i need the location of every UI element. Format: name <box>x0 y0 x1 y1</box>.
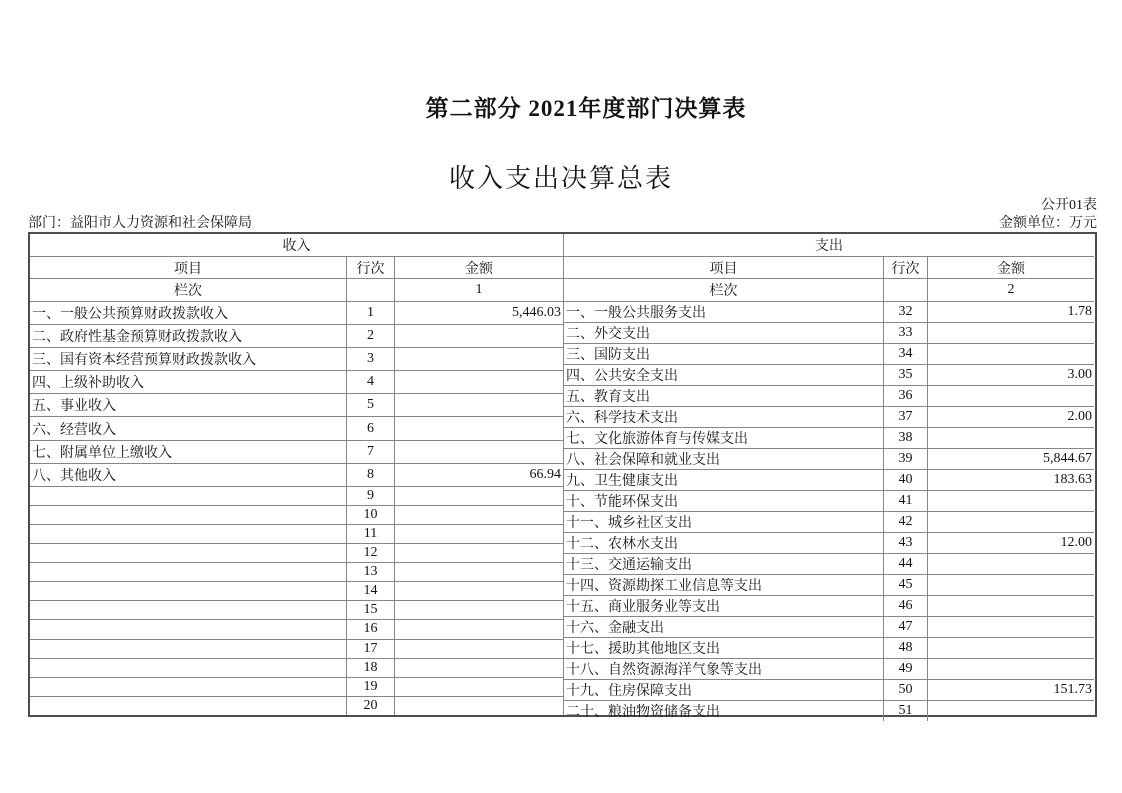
income-section <box>30 234 563 715</box>
amount-cell <box>395 325 563 347</box>
row-number-cell: 41 <box>884 491 928 511</box>
expense-index-blank <box>884 279 928 301</box>
item-cell: 十三、交通运输支出 <box>564 554 884 574</box>
row-number-cell: 15 <box>347 601 395 619</box>
row-number-cell: 17 <box>347 640 395 658</box>
item-cell <box>30 487 347 505</box>
amount-cell <box>395 544 563 562</box>
row-number-cell: 10 <box>347 506 395 524</box>
amount-cell: 2.00 <box>1067 409 1092 424</box>
amount-cell <box>928 386 1094 406</box>
item-cell: 十七、援助其他地区支出 <box>564 638 884 658</box>
amount-cell <box>928 596 1094 616</box>
table-row <box>564 659 1094 680</box>
table-row <box>30 348 563 371</box>
table-row <box>30 441 563 464</box>
amount-cell: 1.78 <box>1067 304 1092 319</box>
row-number-cell: 32 <box>884 302 928 322</box>
row-number-cell: 3 <box>347 348 395 370</box>
amount-cell <box>928 428 1094 448</box>
item-cell: 四、公共安全支出 <box>564 365 884 385</box>
amount-cell <box>395 620 563 638</box>
table-row <box>30 640 563 659</box>
table-row <box>30 464 563 487</box>
table-row <box>564 533 1094 554</box>
expense-column-header-row <box>564 257 1094 279</box>
row-number-cell: 40 <box>884 470 928 490</box>
amount-cell <box>928 554 1094 574</box>
expense-column-index-row <box>564 279 1094 302</box>
amount-cell <box>395 487 563 505</box>
item-cell: 十八、自然资源海洋气象等支出 <box>564 659 884 679</box>
table-row <box>30 697 563 715</box>
table-row <box>30 487 563 506</box>
table-row <box>564 386 1094 407</box>
row-number-cell: 1 <box>347 302 395 324</box>
row-number-cell: 4 <box>347 371 395 393</box>
row-number-cell: 38 <box>884 428 928 448</box>
item-cell: 二、外交支出 <box>564 323 884 343</box>
table-row <box>564 365 1094 386</box>
item-cell: 十一、城乡社区支出 <box>564 512 884 532</box>
table-row <box>30 563 563 582</box>
expense-item-column-header: 项目 <box>564 257 884 278</box>
table-row <box>30 394 563 417</box>
item-cell <box>30 544 347 562</box>
income-index-label: 栏次 <box>30 279 347 301</box>
amount-cell <box>395 659 563 677</box>
item-cell: 六、科学技术支出 <box>564 407 884 427</box>
row-number-cell: 42 <box>884 512 928 532</box>
item-cell: 一、一般公共服务支出 <box>564 302 884 322</box>
table-row <box>564 407 1094 428</box>
row-number-cell: 43 <box>884 533 928 553</box>
item-cell: 五、事业收入 <box>30 394 347 416</box>
row-number-cell: 12 <box>347 544 395 562</box>
row-number-cell: 47 <box>884 617 928 637</box>
row-number-cell: 36 <box>884 386 928 406</box>
income-index-value: 1 <box>475 282 483 297</box>
row-number-cell: 5 <box>347 394 395 416</box>
amount-cell <box>395 563 563 581</box>
row-number-cell: 18 <box>347 659 395 677</box>
table-row <box>30 525 563 544</box>
row-number-cell: 44 <box>884 554 928 574</box>
row-number-cell: 16 <box>347 620 395 638</box>
amount-cell <box>928 575 1094 595</box>
item-cell <box>30 620 347 638</box>
item-cell: 九、卫生健康支出 <box>564 470 884 490</box>
row-number-cell: 14 <box>347 582 395 600</box>
amount-cell <box>395 506 563 524</box>
income-column-header-row <box>30 257 563 279</box>
expense-rows <box>564 302 1094 721</box>
amount-cell <box>395 697 563 715</box>
row-number-cell: 9 <box>347 487 395 505</box>
amount-cell <box>928 659 1094 679</box>
table-row <box>30 678 563 697</box>
table-row <box>30 371 563 394</box>
row-number-cell: 48 <box>884 638 928 658</box>
amount-cell <box>395 601 563 619</box>
table-row <box>564 638 1094 659</box>
item-cell: 十、节能环保支出 <box>564 491 884 511</box>
income-amount-column-header: 金额 <box>465 261 493 277</box>
table-row <box>564 680 1094 701</box>
expense-amount-column-header: 金额 <box>997 261 1025 277</box>
row-number-cell: 20 <box>347 697 395 715</box>
row-number-cell: 6 <box>347 417 395 439</box>
table-row <box>564 596 1094 617</box>
item-cell: 二、政府性基金预算财政拨款收入 <box>30 325 347 347</box>
table-row <box>30 325 563 348</box>
table-row <box>564 470 1094 491</box>
table-row <box>564 449 1094 470</box>
item-cell: 三、国有资本经营预算财政拨款收入 <box>30 348 347 370</box>
amount-cell: 3.00 <box>1067 367 1092 382</box>
item-cell <box>30 697 347 715</box>
item-cell: 一、一般公共预算财政拨款收入 <box>30 302 347 324</box>
item-cell: 十二、农林水支出 <box>564 533 884 553</box>
item-cell: 十九、住房保障支出 <box>564 680 884 700</box>
table-row <box>30 601 563 620</box>
amount-cell <box>395 678 563 696</box>
row-number-cell: 35 <box>884 365 928 385</box>
item-cell: 四、上级补助收入 <box>30 371 347 393</box>
row-number-cell: 7 <box>347 441 395 463</box>
row-number-cell: 39 <box>884 449 928 469</box>
table-row <box>30 659 563 678</box>
table-row <box>564 575 1094 596</box>
income-section-header: 收入 <box>30 234 563 257</box>
item-cell: 七、文化旅游体育与传媒支出 <box>564 428 884 448</box>
income-column-index-row <box>30 279 563 302</box>
table-row <box>30 506 563 525</box>
expense-section <box>563 234 1094 720</box>
table-row <box>30 417 563 440</box>
table-title: 收入支出决算总表 <box>448 164 673 193</box>
income-index-blank <box>347 279 395 301</box>
table-row <box>30 544 563 563</box>
row-number-cell: 37 <box>884 407 928 427</box>
table-row <box>564 344 1094 365</box>
item-cell: 二十、粮油物资储备支出 <box>564 701 884 721</box>
table-row <box>564 428 1094 449</box>
income-rows <box>30 302 563 715</box>
amount-cell: 183.63 <box>1053 472 1092 487</box>
amount-cell <box>928 491 1094 511</box>
table-row <box>564 701 1094 721</box>
amount-cell <box>395 394 563 416</box>
item-cell: 六、经营收入 <box>30 417 347 439</box>
item-cell <box>30 640 347 658</box>
table-row <box>564 554 1094 575</box>
amount-cell: 5,844.67 <box>1043 451 1092 466</box>
amount-cell <box>395 417 563 439</box>
item-cell <box>30 506 347 524</box>
row-number-cell: 51 <box>884 701 928 721</box>
accounts-table <box>28 232 1097 720</box>
item-cell: 八、其他收入 <box>30 464 347 486</box>
item-cell: 七、附属单位上缴收入 <box>30 441 347 463</box>
income-item-column-header: 项目 <box>30 257 347 278</box>
amount-cell: 66.94 <box>529 466 561 482</box>
row-number-cell: 34 <box>884 344 928 364</box>
item-cell <box>30 659 347 677</box>
table-row <box>30 302 563 325</box>
item-cell <box>30 678 347 696</box>
row-number-cell: 19 <box>347 678 395 696</box>
item-cell: 十五、商业服务业等支出 <box>564 596 884 616</box>
expense-index-value: 2 <box>1007 282 1015 297</box>
unit-label: 金额单位：万元 <box>999 216 1097 231</box>
table-row <box>564 302 1094 323</box>
row-number-cell: 33 <box>884 323 928 343</box>
item-cell: 八、社会保障和就业支出 <box>564 449 884 469</box>
amount-cell: 12.00 <box>1060 535 1092 550</box>
amount-cell <box>395 582 563 600</box>
item-cell: 三、国防支出 <box>564 344 884 364</box>
amount-cell <box>395 525 563 543</box>
amount-cell <box>928 512 1094 532</box>
amount-cell: 5,446.03 <box>512 305 561 321</box>
expense-section-header: 支出 <box>564 234 1094 257</box>
expense-index-label: 栏次 <box>564 279 884 301</box>
row-number-cell: 49 <box>884 659 928 679</box>
table-row <box>30 620 563 639</box>
table-row <box>564 512 1094 533</box>
row-number-cell: 2 <box>347 325 395 347</box>
row-number-cell: 46 <box>884 596 928 616</box>
row-number-cell: 45 <box>884 575 928 595</box>
amount-cell <box>928 323 1094 343</box>
department-label: 部门：益阳市人力资源和社会保障局 <box>28 216 252 231</box>
amount-cell <box>395 640 563 658</box>
item-cell: 十四、资源勘探工业信息等支出 <box>564 575 884 595</box>
item-cell <box>30 525 347 543</box>
item-cell <box>30 582 347 600</box>
amount-cell <box>928 701 1094 721</box>
table-row <box>30 582 563 601</box>
row-number-cell: 13 <box>347 563 395 581</box>
table-code-label: 公开01表 <box>1041 198 1097 213</box>
amount-cell <box>395 348 563 370</box>
row-number-cell: 50 <box>884 680 928 700</box>
expense-rowno-column-header: 行次 <box>884 257 928 278</box>
amount-cell <box>395 371 563 393</box>
item-cell <box>30 601 347 619</box>
table-row <box>564 617 1094 638</box>
amount-cell <box>928 344 1094 364</box>
part-title: 第二部分 2021年度部门决算表 <box>425 96 747 121</box>
row-number-cell: 8 <box>347 464 395 486</box>
item-cell: 十六、金融支出 <box>564 617 884 637</box>
amount-cell <box>928 638 1094 658</box>
amount-cell: 151.73 <box>1053 682 1092 697</box>
item-cell: 五、教育支出 <box>564 386 884 406</box>
table-row <box>564 491 1094 512</box>
income-rowno-column-header: 行次 <box>347 257 395 278</box>
row-number-cell: 11 <box>347 525 395 543</box>
amount-cell <box>395 441 563 463</box>
item-cell <box>30 563 347 581</box>
amount-cell <box>928 617 1094 637</box>
table-row <box>564 323 1094 344</box>
